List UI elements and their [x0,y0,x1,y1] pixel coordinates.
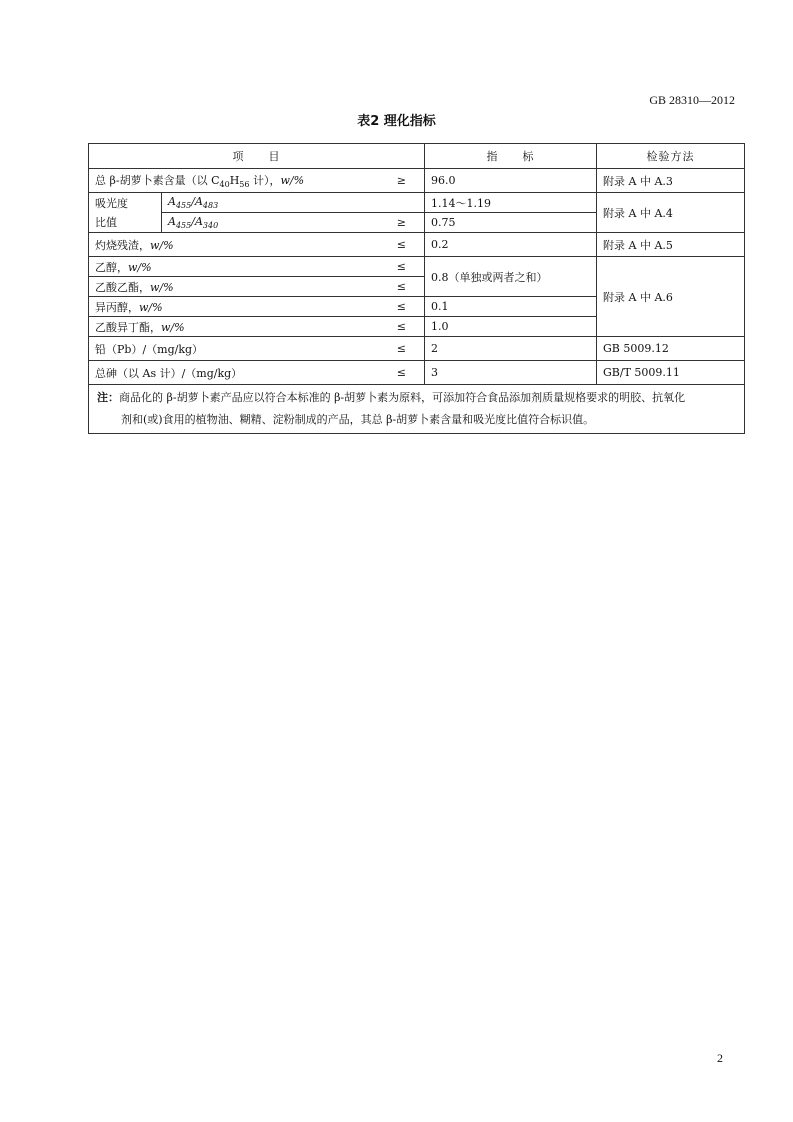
row-op: ≤ [362,361,425,385]
row-value: 96.0 [425,169,597,193]
ratio-455-340: $A_{455}/A_{340}$ [162,213,362,233]
row-op: ≤ [362,337,425,361]
row-label-lead: 铅（Pb）/（mg/kg） [89,337,362,361]
page-number: 2 [717,1051,723,1065]
row-label-absorbance: 吸光度 [89,193,162,213]
table-title: 表2 理化指标 [357,114,436,129]
row-method: 附录 A 中 A.5 [597,233,745,257]
table-row [89,169,745,193]
row-label-ignition-residue: 灼烧残渣，w/% [89,233,362,257]
row-method: GB 5009.12 [597,337,745,361]
row-label-ratio: 比值 [89,213,162,233]
standard-number: GB 28310—2012 [649,93,735,107]
row-value: 0.75 [425,213,597,233]
row-value: 0.8（单独或两者之和） [425,257,597,297]
row-value: 3 [425,361,597,385]
row-value: 2 [425,337,597,361]
row-label-ethyl-acetate: 乙酸乙酯，w/% [89,277,362,297]
row-method: GB/T 5009.11 [597,361,745,385]
row-op: ≤ [362,277,425,297]
table-row [89,193,745,213]
table-row [89,361,745,385]
row-op: ≤ [362,233,425,257]
row-op: ≥ [362,213,425,233]
row-method: 附录 A 中 A.4 [597,193,745,233]
table-note: 注：商品化的 β-胡萝卜素产品应以符合本标准的 β-胡萝卜素为原料，可添加符合食品添加剂质量规格要求的明胶、抗氧化 剂和(或)食用的植物油、糊精、淀粉制成的产品，其总 β-胡萝卜素含量和吸光度比值符合标识值。 [89,385,745,434]
table-row [89,337,745,361]
row-value: 0.2 [425,233,597,257]
row-label-isobutyl-acetate: 乙酸异丁酯，w/% [89,317,362,337]
row-op [362,193,425,213]
row-op: ≤ [362,297,425,317]
table-note-row [89,385,745,434]
table-header-row [89,144,745,169]
row-op: ≤ [362,257,425,277]
row-method: 附录 A 中 A.3 [597,169,745,193]
header-index: 指 标 [425,144,597,169]
table-row [89,257,745,277]
row-label-ethanol: 乙醇，w/% [89,257,362,277]
header-item: 项 目 [89,144,425,169]
ratio-455-483: $A_{455}/A_{483}$ [162,193,362,213]
header-method: 检验方法 [597,144,745,169]
row-value: 1.0 [425,317,597,337]
row-op: ≤ [362,317,425,337]
row-op: ≥ [362,169,425,193]
row-value: 1.14～1.19 [425,193,597,213]
physicochemical-spec-table [88,143,745,434]
row-label-total-beta-carotene: 总 β-胡萝卜素含量（以 $C_{40}H_{56}$ 计），w/% [89,169,362,193]
row-label-isopropanol: 异丙醇，w/% [89,297,362,317]
row-method: 附录 A 中 A.6 [597,257,745,337]
table-row [89,233,745,257]
row-label-arsenic: 总砷（以 As 计）/（mg/kg） [89,361,362,385]
row-value: 0.1 [425,297,597,317]
